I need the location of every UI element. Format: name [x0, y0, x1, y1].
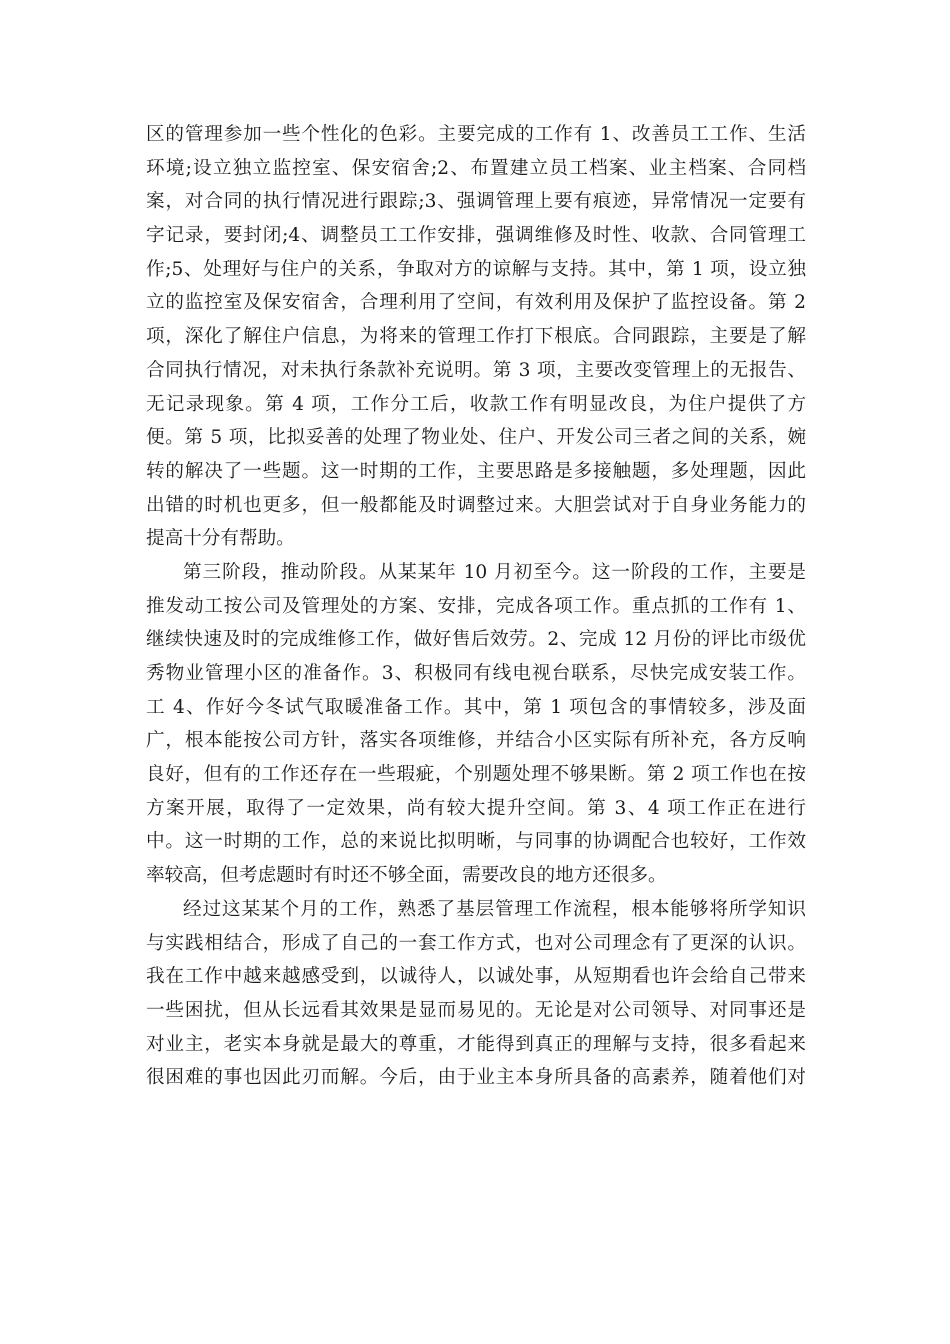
- paragraph-2-line: 第三阶段，推动阶段。从某某年 10 月初至今。这一阶段的工作，主要是: [183, 561, 806, 583]
- paragraph-3-line: 与实践相结合，形成了自己的一套工作方式，也对公司理念有了更深的认识。: [146, 932, 806, 954]
- paragraph-1-line: 合同执行情况，对未执行条款补充说明。第 3 项，主要改变管理上的无报告、: [146, 359, 806, 381]
- paragraph-2-line: 工 4、作好今冬试气取暖准备工作。其中，第 1 项包含的事情较多，涉及面: [146, 696, 806, 718]
- paragraph-3-line: 对业主，老实本身就是最大的尊重，才能得到真正的理解与支持，很多看起来: [146, 1033, 806, 1055]
- paragraph-2-line: 推发动工按公司及管理处的方案、安排，完成各项工作。重点抓的工作有 1、: [146, 595, 806, 617]
- paragraph-1-line: 出错的时机也更多，但一般都能及时调整过来。大胆尝试对于自身业务能力的: [146, 494, 806, 516]
- paragraph-1-line: 项，深化了解住户信息，为将来的管理工作打下根底。合同跟踪，主要是了解: [146, 326, 806, 348]
- paragraph-3-line: 经过这某某个月的工作，熟悉了基层管理工作流程，根本能够将所学知识: [183, 898, 806, 920]
- paragraph-2-line: 方案开展，取得了一定效果，尚有较大提升空间。第 3、4 项工作正在进行: [146, 797, 806, 819]
- paragraph-1-line: 区的管理参加一些个性化的色彩。主要完成的工作有 1、改善员工工作、生活: [146, 124, 806, 145]
- paragraph-1-line: 环境;设立独立监控室、保安宿舍;2、布置建立员工档案、业主档案、合同档: [146, 157, 806, 179]
- paragraph-1-line: 立的监控室及保安宿舍，合理利用了空间，有效利用及保护了监控设备。第 2: [146, 292, 806, 314]
- paragraph-1-line: 便。第 5 项，比拟妥善的处理了物业处、住户、开发公司三者之间的关系，婉: [146, 427, 806, 449]
- paragraph-2-line: 中。这一时期的工作，总的来说比拟明晰，与同事的协调配合也较好，工作效: [146, 831, 806, 853]
- paragraph-3-line: 我在工作中越来越感受到，以诚待人，以诚处事，从短期看也许会给自己带来: [146, 966, 806, 988]
- document-page: [146, 118, 806, 1095]
- paragraph-2-line: 秀物业管理小区的准备作。3、积极同有线电视台联系，尽快完成安装工作。: [146, 663, 806, 684]
- paragraph-2-line: 率较高，但考虑题时有时还不够全面，需要改良的地方还很多。: [146, 865, 667, 887]
- paragraph-1-line: 提高十分有帮助。: [146, 528, 295, 550]
- paragraph-1-line: 字记录，要封闭;4、调整员工工作安排，强调维修及时性、收款、合同管理工: [146, 225, 806, 247]
- paragraph-2-line: 良好，但有的工作还存在一些瑕疵，个别题处理不够果断。第 2 项工作也在按: [146, 764, 806, 786]
- paragraph-2-line: 继续快速及时的完成维修工作，做好售后效劳。2、完成 12 月份的评比市级优: [146, 629, 806, 651]
- paragraph-2-line: 广，根本能按公司方针，落实各项维修，并结合小区实际有所补充，各方反响: [146, 730, 806, 752]
- paragraph-1-line: 作;5、处理好与住户的关系，争取对方的谅解与支持。其中，第 1 项，设立独: [146, 258, 806, 280]
- paragraph-1-line: 无记录现象。第 4 项，工作分工后，收款工作有明显改良，为住户提供了方: [146, 393, 806, 415]
- paragraph-3-line: 很困难的事也因此刃而解。今后，由于业主本身所具备的高素养，随着他们对: [146, 1067, 806, 1089]
- paragraph-1-line: 案，对合同的执行情况进行跟踪;3、强调管理上要有痕迹，异常情况一定要有: [146, 191, 806, 213]
- paragraph-3-line: 一些困扰，但从长远看其效果是显而易见的。无论是对公司领导、对同事还是: [146, 999, 806, 1021]
- paragraph-1-line: 转的解决了一些题。这一时期的工作，主要思路是多接触题，多处理题，因此: [146, 460, 806, 482]
